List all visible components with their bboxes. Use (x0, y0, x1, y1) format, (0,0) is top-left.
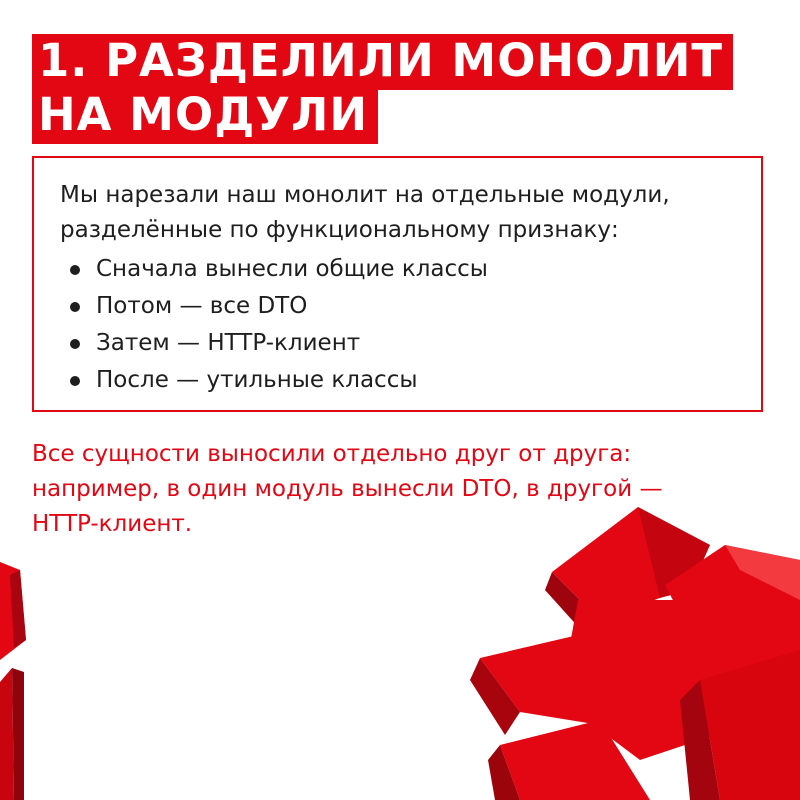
title-line-1: 1. РАЗДЕЛИЛИ МОНОЛИТ (32, 34, 733, 90)
right-asterisk-icon (470, 507, 800, 800)
bullet-text: Сначала вынесли общие классы (96, 256, 488, 282)
title-line-2: НА МОДУЛИ (32, 88, 378, 144)
left-shape-icon (0, 562, 26, 800)
intro-text: Мы нарезали наш монолит на отдельные модули, разделённые по функциональному признаку: (60, 182, 670, 243)
note-text: Все сущности выносили отдельно друг от друга: например, в один модуль вынесли DTO, в другой — HTTP-клиент. (32, 441, 663, 537)
bullet-text: Затем — HTTP-клиент (96, 330, 361, 356)
bullet-text: Потом — все DTO (96, 293, 308, 319)
bullet-text: После — утильные классы (96, 367, 418, 393)
